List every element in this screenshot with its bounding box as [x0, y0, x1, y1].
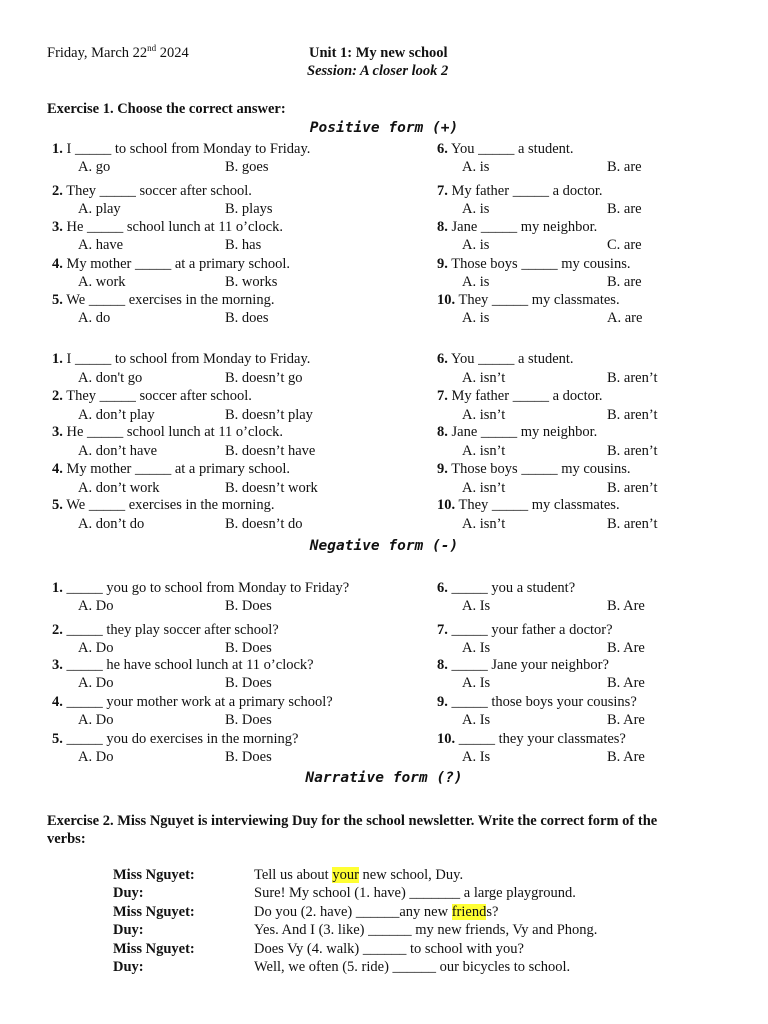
- option-a: A. play: [78, 201, 121, 217]
- question-number: 2.: [52, 388, 63, 404]
- narrative-question: [52, 621, 279, 639]
- negative-question: [52, 460, 290, 478]
- option-b: B. aren’t: [607, 516, 658, 532]
- option-a: A. isn’t: [462, 516, 506, 532]
- negative-question: [437, 350, 574, 368]
- question-number: 8.: [437, 657, 448, 673]
- option-a: A. isn’t: [462, 407, 506, 423]
- question-number: 4.: [52, 461, 63, 477]
- highlighted-word: friend: [451, 903, 487, 920]
- positive-question: [437, 140, 574, 158]
- dialogue-text: Well, we often (5. ride) ______ our bicycles to school.: [254, 959, 571, 975]
- narrative-question: [52, 656, 314, 674]
- question-text: He _____ school lunch at 11 o’clock.: [62, 424, 284, 440]
- speaker-label: Duy:: [113, 885, 144, 902]
- option-a: A. don’t have: [78, 443, 158, 459]
- option-a: A. isn’t: [462, 480, 506, 496]
- question-text: Those boys _____ my cousins.: [447, 461, 631, 477]
- option-a: A. is: [462, 159, 490, 175]
- negative-heading: Negative form (-): [309, 538, 459, 554]
- option-b: B. Does: [225, 675, 272, 691]
- question-number: 9.: [437, 694, 448, 710]
- highlighted-word: your: [332, 867, 359, 883]
- option-b: B. doesn’t have: [225, 443, 316, 459]
- question-text: _____ you a student?: [447, 580, 576, 596]
- option-b: B. Are: [607, 749, 645, 765]
- question-text: Jane _____ my neighbor.: [447, 219, 598, 235]
- narrative-heading: Narrative form (?): [305, 770, 463, 786]
- question-number: 9.: [437, 256, 448, 272]
- question-text: _____ your mother work at a primary school?: [62, 694, 333, 710]
- option-a: A. don't go: [78, 370, 143, 386]
- question-text: You _____ a student.: [447, 141, 574, 157]
- option-a: A. don’t work: [78, 480, 160, 496]
- question-number: 3.: [52, 657, 63, 673]
- option-b: B. works: [225, 274, 278, 290]
- dialogue-text-end: new school, Duy.: [358, 867, 464, 883]
- question-number: 6.: [437, 580, 448, 596]
- question-text: They _____ my classmates.: [455, 292, 620, 308]
- option-b: B. does: [225, 310, 269, 326]
- option-b: B. are: [607, 274, 642, 290]
- narrative-question: [437, 730, 626, 748]
- positive-question: [437, 255, 630, 273]
- narrative-question: [437, 621, 613, 639]
- option-a: A. is: [462, 237, 490, 253]
- dialogue-text: Yes. And I (3. like) ______ my new friends, Vy and Phong.: [254, 922, 598, 939]
- option-b: B. Does: [225, 749, 272, 765]
- session-title: Session: A closer look 2: [307, 63, 449, 79]
- option-b: B. Does: [225, 712, 272, 728]
- option-a: A. Do: [78, 712, 114, 728]
- narrative-question: [52, 730, 298, 748]
- question-number: 8.: [437, 424, 448, 440]
- positive-question: [437, 182, 603, 200]
- dialogue-line: [254, 940, 524, 958]
- option-a: A. is: [462, 274, 490, 290]
- question-number: 10.: [437, 497, 456, 513]
- question-text: Those boys _____ my cousins.: [447, 256, 631, 272]
- dialogue-line: [254, 921, 597, 939]
- option-b: B. plays: [225, 201, 273, 217]
- positive-heading: Positive form (+): [309, 120, 459, 136]
- option-b: B. aren’t: [607, 407, 658, 423]
- option-b: B. goes: [225, 159, 269, 175]
- option-b: B. are: [607, 201, 642, 217]
- option-b: B. doesn’t work: [225, 480, 318, 496]
- option-b: B. has: [225, 237, 262, 253]
- question-text: They _____ soccer after school.: [62, 388, 252, 404]
- question-number: 8.: [437, 219, 448, 235]
- narrative-question: [52, 579, 349, 597]
- question-text: _____ your father a doctor?: [447, 622, 613, 638]
- negative-question: [437, 460, 630, 478]
- speaker-label: Miss Nguyet:: [113, 867, 195, 883]
- narrative-question: [437, 656, 609, 674]
- question-text: My father _____ a doctor.: [447, 388, 603, 404]
- negative-question: [437, 423, 597, 441]
- option-a: A. Is: [462, 712, 491, 728]
- question-text: _____ they your classmates?: [455, 731, 626, 747]
- option-a: A. Is: [462, 675, 491, 691]
- option-b: C. are: [607, 237, 642, 253]
- positive-question: [52, 255, 290, 273]
- option-b: B. doesn’t play: [225, 407, 313, 423]
- dialogue-text: Tell us about: [254, 867, 333, 883]
- positive-question: [52, 291, 274, 309]
- question-text: _____ they play soccer after school?: [62, 622, 279, 638]
- option-a: A. Is: [462, 598, 491, 614]
- option-a: A. do: [78, 310, 111, 326]
- option-b: B. Are: [607, 598, 645, 614]
- speaker-label: Miss Nguyet:: [113, 903, 195, 920]
- dialogue-line: [254, 884, 576, 902]
- exercise2-title-line1: Exercise 2. Miss Nguyet is interviewing Duy for the school newsletter. Write the correct form of the: [47, 813, 658, 829]
- question-text: We _____ exercises in the morning.: [62, 292, 275, 308]
- question-number: 7.: [437, 388, 448, 404]
- option-b: B. are: [607, 159, 642, 175]
- question-text: You _____ a student.: [447, 351, 574, 367]
- option-b: B. aren’t: [607, 443, 658, 459]
- option-b: B. Are: [607, 712, 645, 728]
- option-a: A. Is: [462, 749, 491, 765]
- option-a: A. is: [462, 201, 490, 217]
- unit-title: Unit 1: My new school: [309, 45, 448, 61]
- option-b: B. aren’t: [607, 480, 658, 496]
- option-a: A. Do: [78, 675, 114, 691]
- question-number: 4.: [52, 694, 63, 710]
- option-a: A. don’t do: [78, 516, 145, 532]
- question-number: 1.: [52, 141, 63, 157]
- option-b: B. doesn’t do: [225, 516, 303, 532]
- dialogue-text-end: s?: [486, 903, 499, 920]
- question-text: They _____ soccer after school.: [62, 183, 252, 199]
- question-text: My mother _____ at a primary school.: [62, 256, 290, 272]
- negative-question: [52, 350, 310, 368]
- dialogue-text: Sure! My school (1. have) _______ a large playground.: [254, 885, 576, 902]
- dialogue-line: [254, 903, 498, 921]
- positive-question: [437, 291, 620, 309]
- option-a: A. don’t play: [78, 407, 155, 423]
- dialogue-text: Do you (2. have) ______any new: [254, 903, 452, 920]
- exercise2-title-line2: verbs:: [47, 831, 86, 847]
- question-number: 5.: [52, 292, 63, 308]
- option-a: A. isn’t: [462, 370, 506, 386]
- question-number: 5.: [52, 731, 63, 747]
- positive-question: [437, 218, 597, 236]
- question-number: 6.: [437, 141, 448, 157]
- option-a: A. go: [78, 159, 111, 175]
- question-number: 1.: [52, 580, 63, 596]
- option-a: A. isn’t: [462, 443, 506, 459]
- speaker-label: Duy:: [113, 922, 144, 939]
- question-number: 1.: [52, 351, 63, 367]
- question-text: I _____ to school from Monday to Friday.: [62, 141, 311, 157]
- speaker-label: Miss Nguyet:: [113, 940, 195, 957]
- option-a: A. Is: [462, 640, 491, 656]
- dialogue-text: Does Vy (4. walk) ______ to school with you?: [254, 940, 524, 957]
- option-b: B. Does: [225, 598, 272, 614]
- question-text: _____ you do exercises in the morning?: [62, 731, 299, 747]
- option-b: A. are: [607, 310, 643, 326]
- question-number: 10.: [437, 731, 456, 747]
- option-b: B. Are: [607, 675, 645, 691]
- question-number: 4.: [52, 256, 63, 272]
- negative-question: [437, 496, 620, 514]
- negative-question: [52, 387, 252, 405]
- question-text: _____ you go to school from Monday to Friday?: [62, 580, 350, 596]
- option-a: A. Do: [78, 640, 114, 656]
- question-number: 6.: [437, 351, 448, 367]
- option-b: B. doesn’t go: [225, 370, 303, 386]
- question-number: 3.: [52, 219, 63, 235]
- negative-question: [52, 496, 274, 514]
- option-a: A. is: [462, 310, 490, 326]
- question-number: 2.: [52, 183, 63, 199]
- question-number: 2.: [52, 622, 63, 638]
- question-text: _____ he have school lunch at 11 o’clock?: [62, 657, 314, 673]
- exercise1-title: Exercise 1. Choose the correct answer:: [47, 101, 286, 117]
- option-b: B. Are: [607, 640, 645, 656]
- date-year: 2024: [156, 45, 189, 61]
- question-text: _____ those boys your cousins?: [447, 694, 637, 710]
- question-text: They _____ my classmates.: [455, 497, 620, 513]
- question-number: 5.: [52, 497, 63, 513]
- negative-question: [52, 423, 283, 441]
- question-text: We _____ exercises in the morning.: [62, 497, 275, 513]
- option-b: B. Does: [225, 640, 272, 656]
- question-text: _____ Jane your neighbor?: [447, 657, 609, 673]
- question-text: I _____ to school from Monday to Friday.: [62, 351, 311, 367]
- date-suffix: nd: [147, 43, 157, 54]
- narrative-question: [437, 693, 637, 711]
- narrative-question: [52, 693, 333, 711]
- narrative-question: [437, 579, 575, 597]
- speaker-label: Duy:: [113, 959, 144, 975]
- date-line: [47, 44, 189, 62]
- positive-question: [52, 140, 310, 158]
- dialogue-line: [254, 866, 463, 884]
- positive-question: [52, 182, 252, 200]
- question-text: My father _____ a doctor.: [447, 183, 603, 199]
- question-number: 3.: [52, 424, 63, 440]
- question-number: 7.: [437, 622, 448, 638]
- question-text: He _____ school lunch at 11 o’clock.: [62, 219, 284, 235]
- option-b: B. aren’t: [607, 370, 658, 386]
- positive-question: [52, 218, 283, 236]
- question-text: My mother _____ at a primary school.: [62, 461, 290, 477]
- option-a: A. Do: [78, 749, 114, 765]
- negative-question: [437, 387, 603, 405]
- date-text: Friday, March 22: [47, 45, 148, 61]
- question-number: 10.: [437, 292, 456, 308]
- dialogue-line: [254, 958, 570, 976]
- question-text: Jane _____ my neighbor.: [447, 424, 598, 440]
- question-number: 7.: [437, 183, 448, 199]
- option-a: A. have: [78, 237, 124, 253]
- question-number: 9.: [437, 461, 448, 477]
- option-a: A. work: [78, 274, 126, 290]
- option-a: A. Do: [78, 598, 114, 614]
